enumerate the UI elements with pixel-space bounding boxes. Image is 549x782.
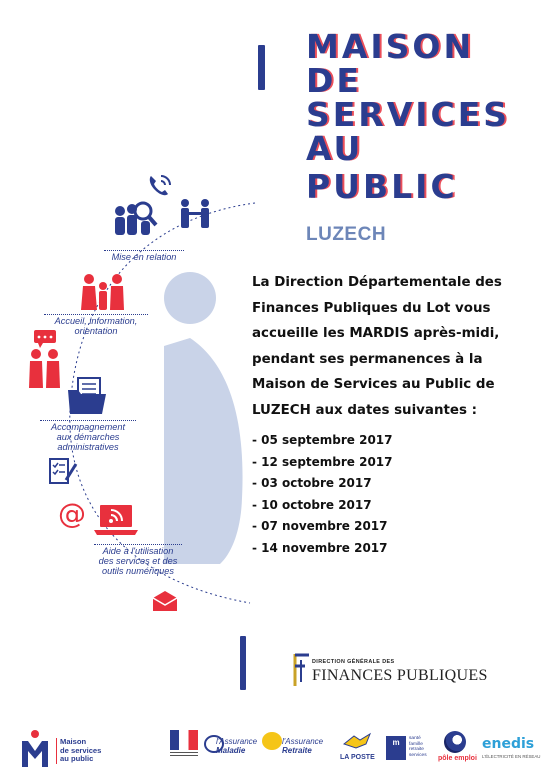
date-item: - 07 novembre 2017	[252, 519, 388, 533]
enedis-text: enedis	[482, 736, 535, 752]
assurance-retraite-text	[282, 737, 323, 755]
location-heading: LUZECH	[306, 224, 387, 245]
handshake-people-icon	[178, 198, 212, 230]
intro-line: pendant ses permanences à la	[252, 351, 483, 367]
dates-list	[252, 430, 393, 559]
intro-line: Maison de Services au Public de	[252, 377, 495, 392]
assurance-maladie-line: l'Assurance	[216, 737, 258, 746]
label-accompagnement	[40, 420, 136, 452]
date-item: - 14 novembre 2017	[252, 540, 388, 555]
label-line: Mise en relation	[111, 252, 177, 262]
family-icon	[80, 272, 126, 312]
enedis-tagline: L'ÉLECTRICITÉ EN RÉSEAU	[482, 754, 541, 759]
envelope-icon	[152, 590, 178, 612]
dgfip-label-main: FINANCES PUBLIQUES	[312, 667, 488, 684]
at-sign-icon: @	[58, 497, 86, 530]
msap-line: Maison	[60, 737, 87, 746]
date-item: - 03 octobre 2017	[252, 476, 372, 490]
label-line: aux démarches	[56, 432, 120, 442]
msap-logo-icon	[20, 729, 50, 769]
label-line: administratives	[57, 442, 119, 452]
dgfip-logo-icon	[289, 652, 311, 688]
label-line: outils numériques	[101, 566, 174, 576]
pole-emploi-text: pôle emploi	[438, 755, 477, 762]
assurance-maladie-text	[216, 737, 257, 755]
people-search-icon	[112, 197, 167, 237]
label-line: Accompagnement	[50, 422, 126, 432]
checklist-icon	[48, 456, 78, 486]
msa-line: famille	[409, 741, 423, 747]
intro-paragraph	[252, 270, 542, 423]
title-line-3: SERVICES	[306, 95, 511, 134]
phone-icon	[145, 172, 175, 200]
chat-people-icon	[28, 330, 62, 390]
msa-line: santé	[409, 736, 421, 741]
la-poste-bird-icon	[340, 732, 376, 752]
date-item: - 12 septembre 2017	[252, 454, 393, 469]
msa-line: retraite	[409, 747, 424, 753]
title-line-1: MAISON	[306, 27, 475, 66]
assurance-retraite-line: l'Assurance	[282, 737, 324, 746]
date-item: - 10 octobre 2017	[252, 497, 372, 512]
msa-tagline	[409, 736, 427, 758]
label-line: orientation	[74, 326, 118, 336]
msa-line: services	[409, 752, 427, 758]
label-line: des services et des	[98, 556, 178, 566]
intro-line: LUZECH aux dates suivantes :	[252, 402, 477, 418]
footer-accent-bar	[240, 636, 246, 690]
dgfip-label-top: DIRECTION GÉNÉRALE DES	[312, 659, 395, 665]
intro-line: accueille les MARDIS après-midi,	[252, 326, 500, 341]
msap-line: de services	[60, 745, 102, 755]
msa-text: m	[392, 738, 400, 747]
date-item: - 05 septembre 2017	[252, 433, 393, 447]
la-poste-logo	[340, 732, 376, 766]
republique-logo	[170, 730, 198, 760]
title-line-5: PUBLIC	[306, 167, 458, 206]
intro-line: La Direction Départementale des	[252, 275, 502, 290]
laptop-wifi-icon	[94, 503, 138, 537]
assurance-retraite-line: Retraite	[282, 746, 312, 755]
msap-logo-text	[56, 738, 101, 764]
label-aide-numerique	[94, 544, 182, 576]
label-line: Accueil, information,	[54, 316, 138, 326]
pole-emploi-logo	[438, 731, 476, 767]
la-poste-text: LA POSTE	[340, 754, 375, 761]
label-mise-en-relation	[104, 250, 184, 262]
folder-documents-icon	[66, 376, 108, 416]
label-line: Aide à l'utilisation	[102, 546, 174, 556]
assurance-maladie-line: Maladie	[216, 746, 246, 755]
title-line-2: DE	[306, 61, 362, 100]
intro-line: Finances Publiques du Lot vous	[252, 300, 491, 316]
title-line-4: AU	[306, 129, 364, 168]
title-accent-bar	[258, 45, 265, 90]
msap-line: au public	[60, 754, 94, 764]
